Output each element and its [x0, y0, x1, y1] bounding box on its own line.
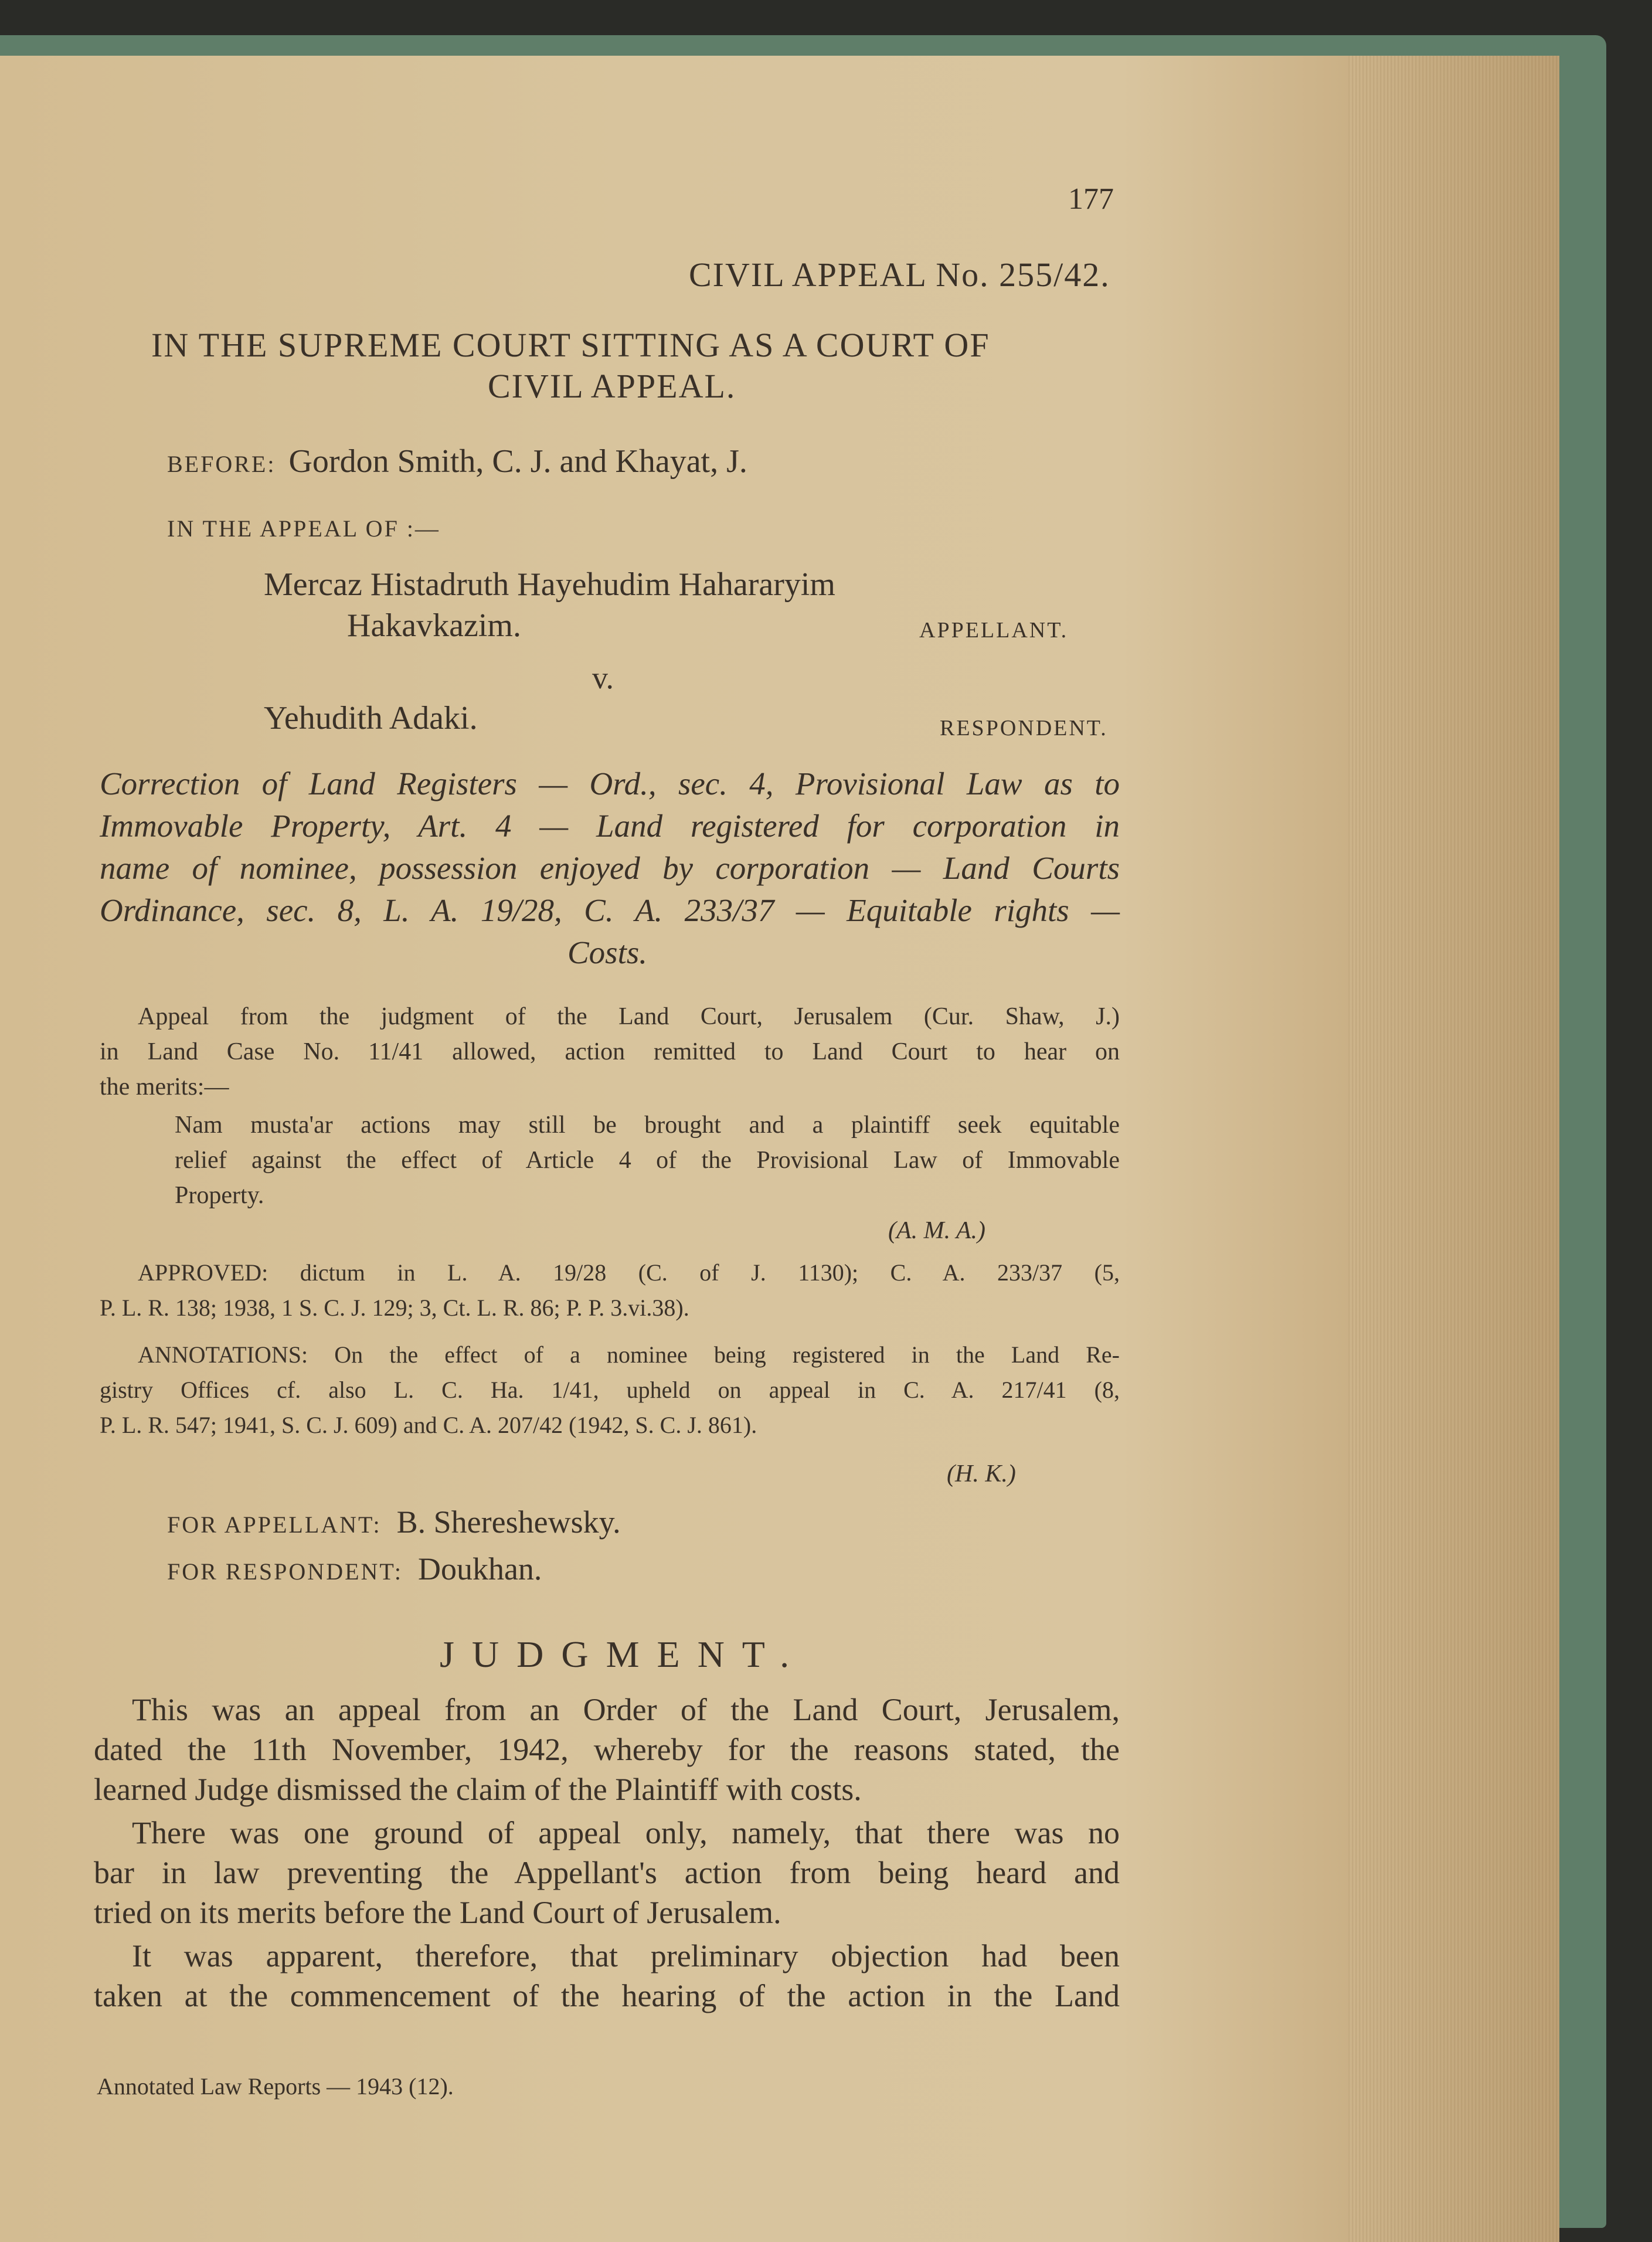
annotations-line: ANNOTATIONS: On the effect of a nominee being registered in the Land Re-	[138, 1341, 1120, 1368]
judgment-heading: JUDGMENT.	[440, 1633, 807, 1675]
judgment-line: This was an appeal from an Order of the Land Court, Jerusalem,	[132, 1692, 1120, 1727]
court-title-line-1: IN THE SUPREME COURT SITTING AS A COURT OF	[151, 326, 990, 364]
counsel-appellant	[167, 1504, 621, 1540]
annotations-line: P. L. R. 547; 1941, S. C. J. 609) and C. A. 207/42 (1942, S. C. J. 861).	[100, 1412, 757, 1438]
counsel-respondent	[167, 1551, 542, 1587]
judgment-line: taken at the commencement of the hearing of the action in the Land	[94, 1978, 1120, 2013]
judgment-line: dated the 11th November, 1942, whereby for the reasons stated, the	[94, 1732, 1120, 1767]
respondent-counsel: Doukhan.	[417, 1551, 542, 1587]
approved-line: APPROVED: dictum in L. A. 19/28 (C. of J. 1130); C. A. 233/37 (5,	[138, 1259, 1120, 1286]
annotations-line: gistry Offices cf. also L. C. Ha. 1/41, upheld on appeal in C. A. 217/41 (8,	[100, 1377, 1120, 1403]
headnote-line: Ordinance, sec. 8, L. A. 19/28, C. A. 233/37 — Equitable rights —	[100, 892, 1120, 928]
versus: v.	[592, 660, 614, 695]
for-appellant-label: FOR APPELLANT:	[167, 1511, 382, 1538]
summary-line: the merits:—	[100, 1074, 229, 1100]
court-title-line-2: CIVIL APPEAL.	[488, 367, 736, 405]
bench	[167, 443, 747, 480]
page-edges	[1348, 56, 1559, 2242]
judgment-line: bar in law preventing the Appellant's action from being heard and	[94, 1855, 1120, 1890]
appeal-of-label: IN THE APPEAL OF :—	[167, 515, 440, 542]
appellant-name-line-2: Hakavkazim.	[347, 607, 521, 644]
headnote-line: Costs.	[567, 935, 648, 970]
page-number: 177	[1068, 182, 1114, 216]
headnote-line: Immovable Property, Art. 4 — Land registered for corporation in	[100, 808, 1120, 844]
judgment-line: It was apparent, therefore, that preliminary objection had been	[132, 1938, 1120, 1973]
respondent-role: RESPONDENT.	[940, 716, 1108, 740]
case-number: CIVIL APPEAL No. 255/42.	[689, 256, 1110, 294]
initials-editor-1: (A. M. A.)	[888, 1217, 986, 1244]
before-judges: Gordon Smith, C. J. and Khayat, J.	[288, 443, 747, 480]
judgment-line: There was one ground of appeal only, namely, that there was no	[132, 1815, 1120, 1850]
headnote-line: name of nominee, possession enjoyed by corporation — Land Courts	[100, 850, 1120, 886]
appellant-role: APPELLANT.	[919, 618, 1069, 643]
approved-line: P. L. R. 138; 1938, 1 S. C. J. 129; 3, Ct. L. R. 86; P. P. 3.vi.38).	[100, 1295, 689, 1321]
footer-signature: Annotated Law Reports — 1943 (12).	[97, 2073, 454, 2100]
summary-line: in Land Case No. 11/41 allowed, action remitted to Land Court to hear on	[100, 1038, 1120, 1065]
summary-line: Appeal from the judgment of the Land Court, Jerusalem (Cur. Shaw, J.)	[138, 1003, 1120, 1030]
judgment-line: learned Judge dismissed the claim of the Plaintiff with costs.	[94, 1772, 862, 1807]
headnote-line: Correction of Land Registers — Ord., sec. 4, Provisional Law as to	[100, 766, 1120, 801]
respondent-name: Yehudith Adaki.	[264, 700, 478, 736]
before-label: BEFORE:	[167, 451, 276, 477]
book-page	[0, 56, 1559, 2242]
held-line: Nam musta'ar actions may still be brought and a plaintiff seek equitable	[175, 1112, 1120, 1139]
held-line: Property.	[175, 1182, 264, 1209]
initials-editor-2: (H. K.)	[947, 1460, 1016, 1487]
held-line: relief against the effect of Article 4 of the Provisional Law of Immovable	[175, 1147, 1120, 1174]
for-respondent-label: FOR RESPONDENT:	[167, 1558, 403, 1585]
appellant-counsel: B. Shereshewsky.	[396, 1504, 621, 1540]
judgment-line: tried on its merits before the Land Court of Jerusalem.	[94, 1895, 781, 1930]
appellant-name-line-1: Mercaz Histadruth Hayehudim Hahararyim	[264, 566, 835, 603]
